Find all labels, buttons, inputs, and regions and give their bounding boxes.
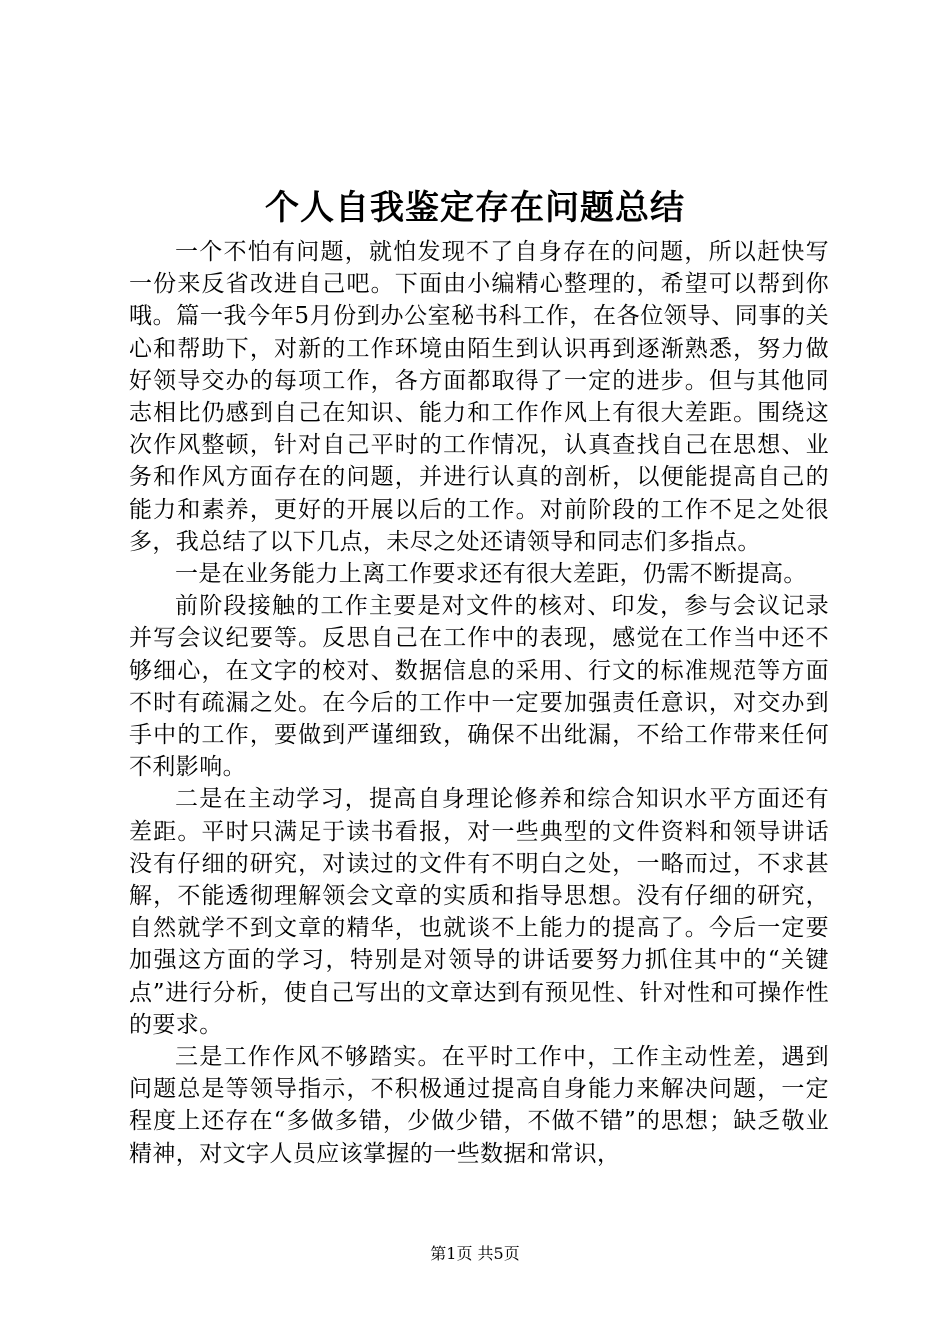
- page-number-footer: 第1页 共5页: [430, 1244, 520, 1263]
- paragraph: 三是工作作风不够踏实。在平时工作中，工作主动性差，遇到问题总是等领导指示，不积极通过提高自身能力来解决问题，一定程度上还存在“多做多错，少做少错，不做不错”的思想；缺乏敬业精神，对文字人员应该掌握的一些数据和常识，: [129, 1044, 829, 1167]
- paragraph: 一是在业务能力上离工作要求还有很大差距，仍需不断提高。: [175, 561, 807, 588]
- paragraph: 前阶段接触的工作主要是对文件的核对、印发，参与会议记录并写会议纪要等。反思自己在工作中的表现，感觉在工作当中还不够细心，在文字的校对、数据信息的采用、行文的标准规范等方面不时有疏漏之处。在今后的工作中一定要加强责任意识，对交办到手中的工作，要做到严谨细致，确保不出纰漏，不给工作带来任何不利影响。: [129, 593, 829, 781]
- document-body: [129, 236, 829, 1170]
- document-title: 个人自我鉴定存在问题总结: [265, 188, 685, 228]
- paragraph: 一个不怕有问题，就怕发现不了自身存在的问题，所以赶快写一份来反省改进自己吧。下面由小编精心整理的，希望可以帮到你哦。篇一我今年5月份到办公室秘书科工作，在各位领导、同事的关心和帮助下，对新的工作环境由陌生到认识再到逐渐熟悉，努力做好领导交办的每项工作，各方面都取得了一定的进步。但与其他同志相比仍感到自己在知识、能力和工作作风上有很大差距。围绕这次作风整顿，针对自己平时的工作情况，认真查找自己在思想、业务和作风方面存在的问题，并进行认真的剖析，以便能提高自己的能力和素养，更好的开展以后的工作。对前阶段的工作不足之处很多，我总结了以下几点，未尽之处还请领导和同志们多指点。: [129, 239, 829, 555]
- paragraph: 二是在主动学习，提高自身理论修养和综合知识水平方面还有差距。平时只满足于读书看报，对一些典型的文件资料和领导讲话没有仔细的研究，对读过的文件有不明白之处，一略而过，不求甚解，不能透彻理解领会文章的实质和指导思想。没有仔细的研究，自然就学不到文章的精华，也就谈不上能力的提高了。今后一定要加强这方面的学习，特别是对领导的讲话要努力抓住其中的“关键点”进行分析，使自己写出的文章达到有预见性、针对性和可操作性的要求。: [129, 786, 829, 1038]
